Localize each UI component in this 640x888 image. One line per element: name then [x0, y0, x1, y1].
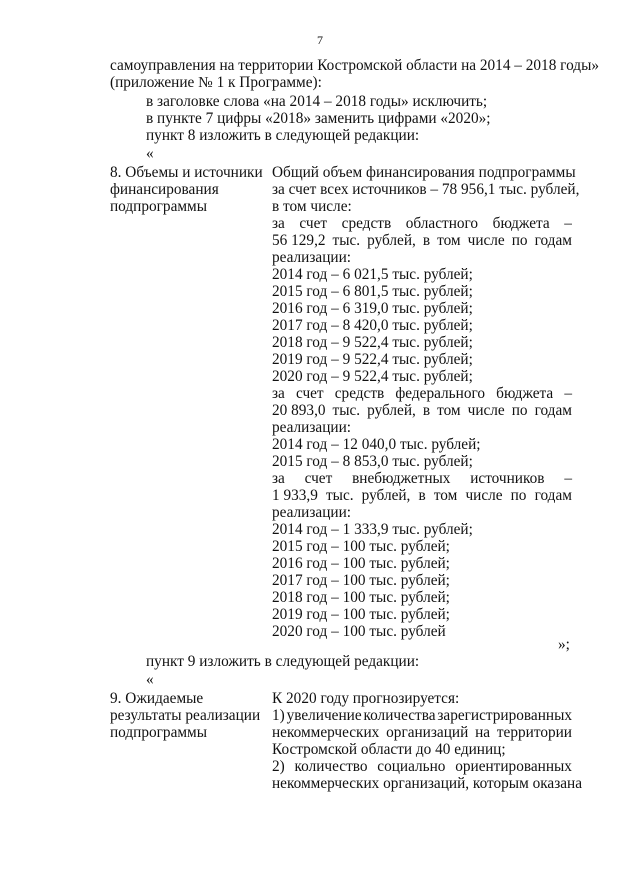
word: годам	[534, 402, 572, 419]
word: числе	[467, 402, 505, 419]
intro-line-1	[110, 57, 599, 74]
word: в	[422, 232, 431, 249]
section-8-line: за счет всех источников – 78 956,1 тыс. рублей,	[272, 181, 580, 198]
instruction-item-4: пункт 9 изложить в следующей редакции:	[146, 653, 420, 670]
word: 20 893,0	[272, 402, 326, 419]
section-9-line: Костромской области до 40 единиц;	[272, 741, 506, 758]
section-9-line: К 2020 году прогнозируется:	[272, 690, 460, 707]
section-8-label-line: 8. Объемы и источники	[110, 164, 263, 181]
word: годам	[534, 232, 572, 249]
year-line: 2018 год – 9 522,4 тыс. рублей;	[272, 334, 473, 351]
section-9-line-justified	[272, 707, 572, 724]
word: числе	[467, 232, 505, 249]
word: количества	[363, 707, 436, 724]
word: 1)	[272, 707, 285, 724]
word: за	[272, 470, 285, 487]
open-quote-2: «	[146, 671, 154, 688]
word: за	[272, 385, 285, 402]
word: в	[422, 402, 431, 419]
word: рублей,	[361, 487, 411, 504]
year-line: 2014 год – 1 333,9 тыс. рублей;	[272, 521, 473, 538]
line-text: Общий объем финансирования подпрограммы	[272, 164, 576, 181]
section-8-line-justified	[272, 215, 572, 232]
intro-line-2: (приложение № 1 к Программе):	[110, 74, 322, 91]
section-8-line-justified	[272, 385, 572, 402]
year-line: 2015 год – 100 тыс. рублей;	[272, 538, 450, 555]
word: увеличение	[286, 707, 362, 724]
word: территории	[496, 724, 572, 741]
section-8-line	[272, 164, 576, 181]
word: –	[564, 385, 572, 402]
instruction-item-2: в пункте 7 цифры «2018» заменить цифрами «2020»;	[146, 110, 491, 127]
word: некоммерческих	[272, 724, 380, 741]
word: рублей,	[367, 232, 416, 249]
section-8-line-justified	[272, 470, 572, 487]
section-8-label-line: финансирования	[110, 181, 219, 198]
section-9-label-line: 9. Ожидаемые	[110, 690, 204, 707]
word: тыс.	[332, 232, 361, 249]
section-9-line-justified	[272, 724, 572, 741]
word: –	[564, 215, 572, 232]
word: том	[433, 487, 458, 504]
year-line: 2017 год – 100 тыс. рублей;	[272, 572, 450, 589]
word: социально	[377, 758, 446, 775]
section-8-label-line: подпрограммы	[110, 198, 208, 215]
word: 2)	[272, 758, 285, 775]
word: тыс.	[332, 402, 361, 419]
intro-line-1-text: самоуправления на территории Костромской области на 2014 – 2018 годы»	[110, 57, 599, 74]
word: тыс.	[325, 487, 354, 504]
year-line: 2020 год – 100 тыс. рублей	[272, 623, 446, 640]
word: –	[564, 470, 572, 487]
word: том	[437, 232, 461, 249]
word: средств	[334, 385, 385, 402]
section-8-line-justified	[272, 487, 572, 504]
year-line: 2019 год – 100 тыс. рублей;	[272, 606, 450, 623]
year-line: 2016 год – 6 319,0 тыс. рублей;	[272, 300, 473, 317]
section-8-line: реализации:	[272, 419, 352, 436]
section-9-label-line: результаты реализации	[110, 707, 261, 724]
year-line: 2018 год – 100 тыс. рублей;	[272, 589, 450, 606]
word: по	[511, 232, 528, 249]
word: счет	[299, 215, 328, 232]
word: годам	[534, 487, 572, 504]
word: 1 933,9	[272, 487, 318, 504]
word: организаций	[386, 724, 469, 741]
page-number: 7	[317, 33, 323, 47]
open-quote-1: «	[146, 145, 154, 162]
year-line: 2015 год – 6 801,5 тыс. рублей;	[272, 283, 473, 300]
year-line: 2017 год – 8 420,0 тыс. рублей;	[272, 317, 473, 334]
year-line: 2020 год – 9 522,4 тыс. рублей;	[272, 368, 473, 385]
section-8-line: в том числе:	[272, 198, 352, 215]
word: зарегистрированных	[437, 707, 572, 724]
word: счет	[304, 470, 333, 487]
word: бюджета	[496, 385, 554, 402]
year-line: 2016 год – 100 тыс. рублей;	[272, 555, 450, 572]
instruction-item-1: в заголовке слова «на 2014 – 2018 годы» исключить;	[146, 93, 488, 110]
word: средств	[341, 215, 392, 232]
year-line: 2014 год – 12 040,0 тыс. рублей;	[272, 436, 481, 453]
instruction-item-3: пункт 8 изложить в следующей редакции:	[146, 127, 420, 144]
section-8-line: реализации:	[272, 504, 352, 521]
section-8-line-justified	[272, 402, 572, 419]
section-9-content	[272, 690, 583, 792]
section-9-line: некоммерческих организаций, которым оказана	[272, 775, 583, 792]
section-8-content	[272, 164, 580, 640]
word: источников	[470, 470, 545, 487]
word: областного	[405, 215, 479, 232]
section-9-label-line: подпрограммы	[110, 724, 208, 741]
word: по	[511, 402, 528, 419]
section-8-line: реализации:	[272, 249, 352, 266]
section-9-label	[110, 690, 270, 741]
word: федерального	[395, 385, 486, 402]
word: за	[272, 215, 285, 232]
word: на	[475, 724, 491, 741]
section-8-label	[110, 164, 270, 215]
word: том	[437, 402, 461, 419]
year-line: 2015 год – 8 853,0 тыс. рублей;	[272, 453, 473, 470]
word: 56 129,2	[272, 232, 326, 249]
section-8-line-justified	[272, 232, 572, 249]
word: внебюджетных	[352, 470, 451, 487]
year-line: 2019 год – 9 522,4 тыс. рублей;	[272, 351, 473, 368]
word: по	[510, 487, 527, 504]
close-quote-1: »;	[558, 636, 570, 653]
word: бюджета	[492, 215, 550, 232]
word: счет	[295, 385, 324, 402]
word: в	[418, 487, 426, 504]
word: количество	[294, 758, 368, 775]
section-9-line-justified	[272, 758, 572, 775]
word: ориентированных	[455, 758, 572, 775]
word: числе	[465, 487, 503, 504]
year-line: 2014 год – 6 021,5 тыс. рублей;	[272, 266, 473, 283]
word: рублей,	[367, 402, 416, 419]
